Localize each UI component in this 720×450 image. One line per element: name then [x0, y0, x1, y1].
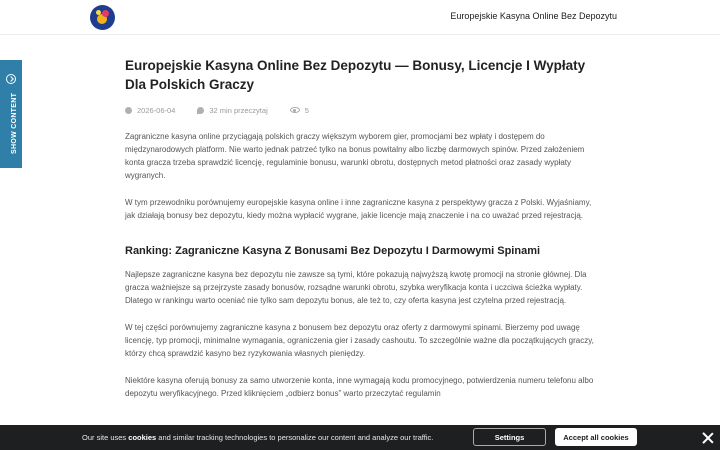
- accept-all-cookies-button[interactable]: Accept all cookies: [555, 428, 637, 446]
- chevron-right-circle-icon: [6, 74, 16, 84]
- top-bar: [0, 0, 720, 35]
- article-title: Europejskie Kasyna Online Bez Depozytu — Bonusy, Licencje I Wypłaty Dla Polskich Graczy: [125, 58, 586, 92]
- close-icon[interactable]: [702, 432, 714, 444]
- cookie-settings-button[interactable]: Settings: [473, 428, 546, 446]
- clock-icon: [197, 107, 204, 114]
- section-paragraph: W tej części porównujemy zagraniczne kasyna z bonusem bez depozytu oraz oferty z darmowymi spinami. Bierzemy pod uwagę licencję, typ promocji, minimalne wymagania, ograniczenia gier i zasady cashoutu. To szczególnie ważne dla początkujących graczy, którzy chcą sprawdzić kasyno bez ryzykowania własnych pieniędzy.: [125, 323, 594, 358]
- article-paragraph: W tym przewodniku porównujemy europejskie kasyna online i inne zagraniczne kasyna z perspektywy gracza z Polski. Wyjaśniamy, jak działają bonusy bez depozytu, kiedy można wypłacić wygrane, jakie licencje mają znaczenie i na co uważać przed rejestracją.: [125, 198, 592, 220]
- meta-date: [125, 106, 175, 115]
- meta-views: [290, 106, 309, 115]
- cookie-text-after: and similar tracking technologies to personalize our content and analyze our traffic.: [156, 433, 434, 442]
- show-content-tab[interactable]: [0, 60, 22, 168]
- cookie-banner: [0, 425, 720, 450]
- eye-icon: [290, 107, 300, 113]
- section-heading: Ranking: Zagraniczne Kasyna Z Bonusami Bez Depozytu I Darmowymi Spinami: [125, 245, 541, 257]
- meta-views-text: 5: [304, 105, 309, 115]
- calendar-icon: [125, 107, 132, 114]
- section-paragraph: Najlepsze zagraniczne kasyna bez depozytu nie zawsze są tymi, które pokazują najwyższą kwotę promocji na stronie głównej. Dla gracza ważniejsze są przejrzyste zasady bonusów, rozsądne warunki obrotu, szybka weryfikacja konta i uczciwa ścieżka wypłaty. Dlatego w rankingu warto oceniać nie tylko sam depozytu bonus, ale też to, czy oferta kasyna jest czytelna przed rejestracją.: [125, 270, 587, 305]
- section-paragraph: Niektóre kasyna oferują bonusy za samo utworzenie konta, inne wymagają kodu promocyjnego, potwierdzenia numeru telefonu albo depozytu weryfikacyjnego. Przed kliknięciem „odbierz bonus” warto przeczytać regulamin: [125, 376, 594, 398]
- article-paragraph: Zagraniczne kasyna online przyciągają polskich graczy większym wyborem gier, promocjami bez wpłaty i dostępem do międzynarodowych platform. Nie warto jednak patrzeć tylko na bonus powitalny albo liczbę darmowych spinów. Przed założeniem konta gracza trzeba sprawdzić licencję, regulaminie bonusu, warunki obrotu, dostępnych metod płatności oraz zasady wypłaty wygranych.: [125, 132, 585, 180]
- show-content-label: SHOW CONTENT: [11, 92, 18, 154]
- article: [125, 56, 595, 400]
- article-meta: [125, 105, 595, 115]
- site-logo[interactable]: [90, 5, 115, 30]
- meta-read-time: [197, 106, 267, 115]
- cookie-text: [82, 433, 433, 442]
- cookie-text-before: Our site uses: [82, 433, 129, 442]
- logo-chip-icon: [102, 10, 109, 17]
- site-title-link[interactable]: Europejskie Kasyna Online Bez Depozytu: [450, 11, 617, 21]
- cookie-link[interactable]: cookies: [128, 433, 157, 442]
- meta-date-text: 2026-06-04: [137, 105, 176, 115]
- logo-chip-icon: [96, 10, 101, 15]
- meta-read-time-text: 32 min przeczytaj: [209, 105, 268, 115]
